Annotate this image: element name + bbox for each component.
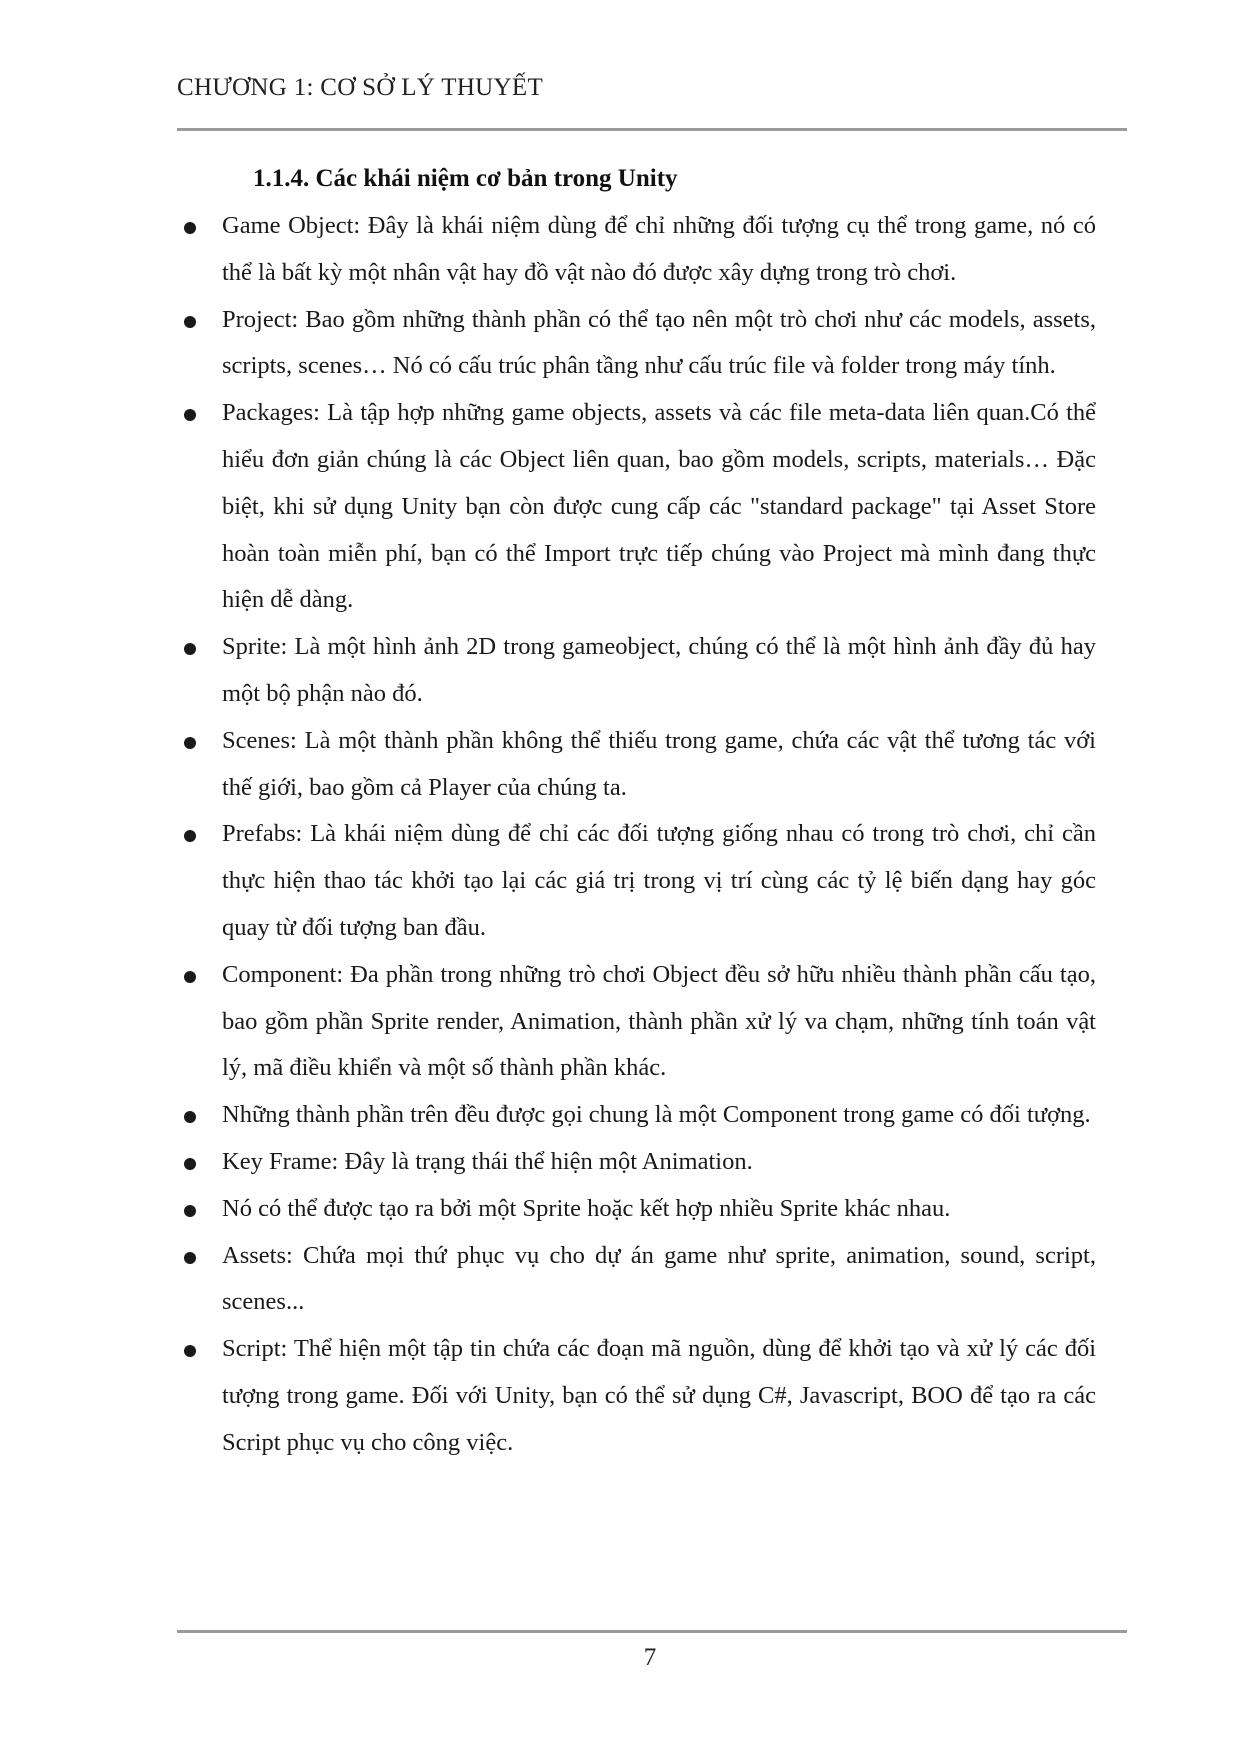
bullet-icon — [184, 971, 196, 983]
list-item-scenes — [182, 718, 1096, 812]
bullet-icon — [184, 1252, 196, 1264]
list-item-text: Packages: Là tập hợp những game objects, assets và các file meta-data liên quan.Có thể hiểu đơn giản chúng là các Object liên quan, bao gồm models, scripts, materials… Đặc biệt, khi sử dụng Unity bạn còn được cung cấp các "standard package" tại Asset Store hoàn toàn miễn phí, bạn có thể Import trực tiếp chúng vào Project mà mình đang thực hiện dễ dàng. — [222, 399, 1096, 614]
list-item-text: Assets: Chứa mọi thứ phục vụ cho dự án game như sprite, animation, sound, script, scenes... — [222, 1241, 1096, 1316]
bullet-icon — [184, 222, 196, 234]
list-item-assets — [182, 1233, 1096, 1327]
header-divider — [177, 128, 1127, 131]
list-item-game-object — [182, 203, 1096, 297]
list-item-prefabs — [182, 811, 1096, 951]
list-item-text: Project: Bao gồm những thành phần có thể tạo nên một trò chơi như các models, assets, scripts, scenes… Nó có cấu trúc phân tầng như cấu trúc file và folder trong máy tính. — [222, 305, 1096, 380]
bullet-icon — [184, 316, 196, 328]
list-item-key-frame — [182, 1139, 1096, 1186]
list-item-text: Game Object: Đây là khái niệm dùng để chỉ những đối tượng cụ thể trong game, nó có thể là bất kỳ một nhân vật hay đồ vật nào đó được xây dựng trong trò chơi. — [222, 212, 1096, 286]
list-item-component-note — [182, 1092, 1096, 1139]
bullet-icon — [184, 409, 196, 421]
bullet-icon — [184, 1111, 196, 1123]
section-title: 1.1.4. Các khái niệm cơ bản trong Unity — [253, 165, 678, 192]
list-item-text: Component: Đa phần trong những trò chơi Object đều sở hữu nhiều thành phần cấu tạo, bao gồm phần Sprite render, Animation, thành phần xử lý va chạm, những tính toán vật lý, mã điều khiển và một số thành phần khác. — [222, 960, 1096, 1082]
list-item-text: Scenes: Là một thành phần không thể thiếu trong game, chứa các vật thể tương tác với thế giới, bao gồm cả Player của chúng ta. — [222, 726, 1096, 801]
bullet-icon — [184, 1158, 196, 1170]
concept-list — [182, 203, 1096, 1467]
list-item-text: Prefabs: Là khái niệm dùng để chỉ các đối tượng giống nhau có trong trò chơi, chỉ cần thực hiện thao tác khởi tạo lại các giá trị trong vị trí cùng các tỷ lệ biến dạng hay góc quay từ đối tượng ban đầu. — [222, 820, 1096, 941]
list-item-text: Sprite: Là một hình ảnh 2D trong gameobject, chúng có thể là một hình ảnh đầy đủ hay một bộ phận nào đó. — [222, 633, 1096, 707]
list-item-component — [182, 952, 1096, 1092]
list-item-packages — [182, 390, 1096, 624]
list-item-text: Những thành phần trên đều được gọi chung là một Component trong game có đối tượng. — [222, 1101, 1091, 1129]
list-item-project — [182, 297, 1096, 391]
bullet-icon — [184, 1205, 196, 1217]
bullet-icon — [184, 830, 196, 842]
list-item-text: Nó có thể được tạo ra bởi một Sprite hoặc kết hợp nhiều Sprite khác nhau. — [222, 1194, 951, 1222]
bullet-icon — [184, 737, 196, 749]
page-number: 7 — [643, 1644, 657, 1671]
list-item-text: Script: Thể hiện một tập tin chứa các đoạn mã nguồn, dùng để khởi tạo và xử lý các đối tượng trong game. Đối với Unity, bạn có thể sử dụng C#, Javascript, BOO để tạo ra các Script phục vụ cho công việc. — [222, 1335, 1096, 1456]
list-item-text: Key Frame: Đây là trạng thái thể hiện một Animation. — [222, 1147, 753, 1175]
list-item-script — [182, 1326, 1096, 1466]
list-item-sprite — [182, 624, 1096, 718]
list-item-key-frame-note — [182, 1186, 1096, 1233]
chapter-header: CHƯƠNG 1: CƠ SỞ LÝ THUYẾT — [177, 74, 544, 101]
bullet-icon — [184, 1345, 196, 1357]
footer-divider — [177, 1630, 1127, 1633]
bullet-icon — [184, 643, 196, 655]
